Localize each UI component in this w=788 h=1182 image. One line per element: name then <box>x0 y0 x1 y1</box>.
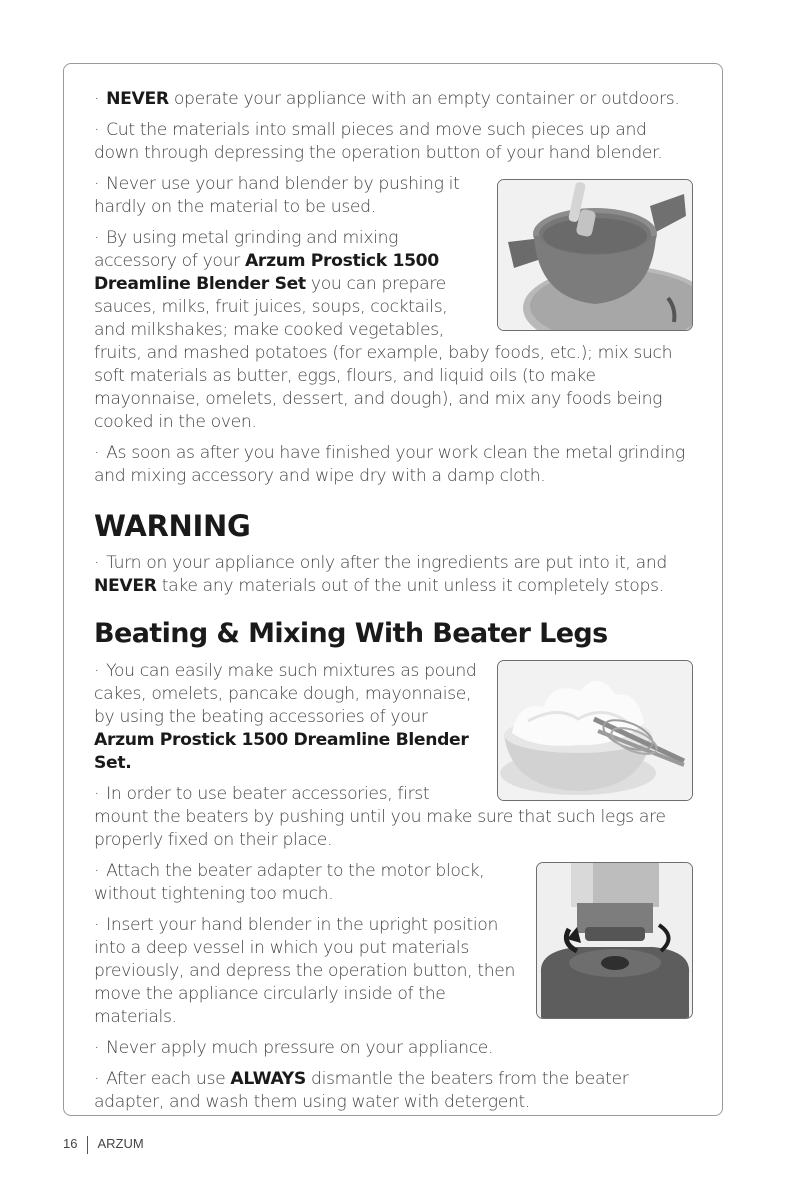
paragraph-no-pressure: · Never apply much pressure on your appliance. <box>94 1038 494 1058</box>
beater-adapter-illustration <box>537 863 692 1018</box>
brand-name: ARZUM <box>97 1136 144 1151</box>
section-heading: Beating & Mixing With Beater Legs <box>94 618 608 649</box>
blender-pot-image <box>497 179 693 331</box>
paragraph-cut-materials: · Cut the materials into small pieces and move such pieces up and down through depressing the operation button of your hand blender. <box>94 120 663 163</box>
page-number: 16 <box>63 1136 78 1151</box>
paragraph-warning: · Turn on your appliance only after the ingredients are put into it, and NEVER take any materials out of the unit unless it completely stops. <box>94 553 667 596</box>
warning-heading: WARNING <box>94 509 251 543</box>
whisk-cream-illustration <box>498 661 692 800</box>
footer-divider <box>87 1136 88 1154</box>
emphasis-always: ALWAYS <box>230 1069 306 1089</box>
paragraph-dismantle-beaters: · After each use ALWAYS dismantle the beaters from the beater adapter, and wash them using water with detergent. <box>94 1069 629 1112</box>
paragraph-never-empty: · NEVER operate your appliance with an empty container or outdoors. <box>94 89 680 109</box>
paragraph-clean-accessory: · As soon as after you have finished your work clean the metal grinding and mixing accessory and wipe dry with a damp cloth. <box>94 443 685 486</box>
emphasis-never: NEVER <box>106 89 169 109</box>
whipped-cream-image <box>497 660 693 801</box>
paragraph-attach-adapter: · Attach the beater adapter to the motor block, without tightening too much. <box>94 861 485 904</box>
product-name: Arzum Prostick 1500 Dreamline Blender Set <box>94 251 439 294</box>
product-name: Arzum Prostick 1500 Dreamline Blender Set. <box>94 730 469 773</box>
paragraph-no-pushing: · Never use your hand blender by pushing it hardly on the material to be used. <box>94 174 460 217</box>
paragraph-metal-accessory: · By using metal grinding and mixing accessory of your Arzum Prostick 1500 Dreamline Blender Set you can prepare sauces, milks, fruit juices, soups, cocktails, and milkshakes; make cooked vegetables, fruits, and mashed potatoes (for example, baby foods, etc.); mix such soft materials as butter, eggs, flours, and liquid oils (to make mayonnaise, omelets, dessert, and dough), and mix any foods being cooked in the oven. <box>94 228 673 432</box>
paragraph-mount-beaters: · In order to use beater accessories, first mount the beaters by pushing until you make sure that such legs are properly fixed on their place. <box>94 784 666 850</box>
paragraph-easy-mixtures: · You can easily make such mixtures as pound cakes, omelets, pancake dough, mayonnaise, by using the beating accessories of your Arzum Prostick 1500 Dreamline Blender Set. <box>94 661 477 773</box>
beater-adapter-image <box>536 862 693 1019</box>
page-content <box>94 88 694 1122</box>
paragraph-insert-blender: · Insert your hand blender in the upright position into a deep vessel in which you put materials previously, and depress the operation button, then move the appliance circularly inside of the materials. <box>94 915 516 1027</box>
emphasis-never: NEVER <box>94 576 157 596</box>
blender-pot-illustration <box>498 180 692 330</box>
page-footer <box>63 1134 144 1154</box>
